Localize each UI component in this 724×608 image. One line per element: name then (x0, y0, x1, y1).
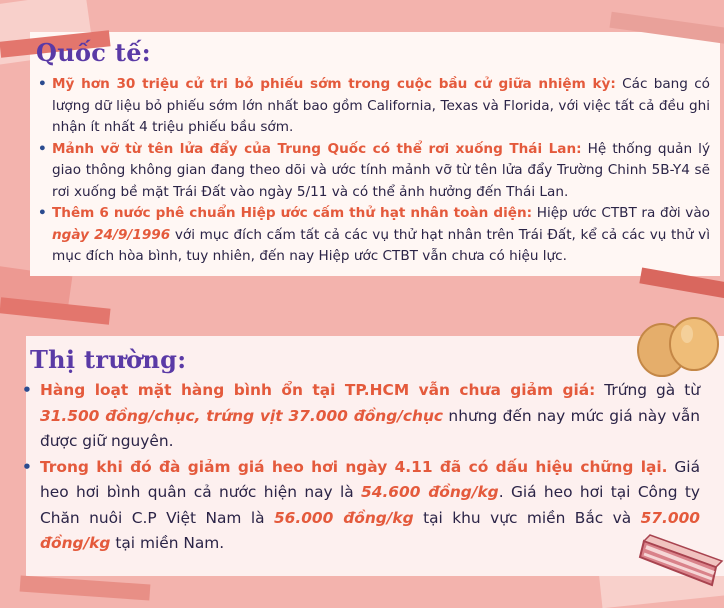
highlight-price: 56.000 đồng/kg (273, 508, 414, 527)
decorative-tape (20, 575, 151, 600)
news-body: Trứng gà từ (595, 381, 700, 399)
news-body: Giá heo hơi bình quân cả nước hiện nay là (40, 457, 700, 501)
news-item (22, 378, 701, 455)
section-title-international: Quốc tế: (36, 38, 151, 67)
news-headline: Hàng loạt mặt hàng bình ổn tại TP.HCM vẫn chưa giảm giá: (40, 381, 596, 399)
news-item (38, 74, 710, 139)
news-body: tại khu vực miền Bắc và (413, 508, 641, 527)
international-news-list (38, 74, 710, 268)
news-item (22, 455, 700, 557)
news-headline: Trong khi đó đà giảm giá heo hơi ngày 4.11 đã có dấu hiệu chững lại. (40, 457, 668, 476)
section-title-market: Thị trường: (30, 345, 187, 374)
bullet: • (22, 457, 32, 476)
news-headline: Mảnh vỡ từ tên lửa đẩy của Trung Quốc có thể rơi xuống Thái Lan: (52, 140, 582, 157)
eggs-icon (632, 314, 724, 378)
meat-icon (636, 527, 724, 591)
news-body: Hiệp ước CTBT ra đời vào (532, 205, 710, 221)
news-headline: Mỹ hơn 30 triệu cử tri bỏ phiếu sớm trong cuộc bầu cử giữa nhiệm kỳ: (52, 76, 616, 92)
market-news-list (22, 378, 701, 557)
news-body: Hệ thống quản lý giao thông không gian đang theo dõi và ước tính mảnh vỡ từ tên lửa đẩy Trường Chinh 5B-Y4 sẽ rơi xuống bề mặt Trái Đất vào ngày 5/11 và có thể ảnh hưởng đến Thái Lan. (52, 140, 710, 200)
news-body: Các bang có lượng dữ liệu bỏ phiếu sớm lớn nhất bao gồm California, Texas và Florida, với việc tất cả đều ghi nhận ít nhất 4 triệu phiếu bầu sớm. (52, 76, 710, 135)
news-item (38, 203, 710, 268)
news-body: . Giá heo hơi tại Công ty Chăn nuôi C.P Việt Nam là (40, 483, 700, 527)
highlight-date: ngày 24/9/1996 (52, 226, 171, 243)
news-headline: Thêm 6 nước phê chuẩn Hiệp ước cấm thử hạt nhân toàn diện: (52, 205, 533, 221)
highlight-price: 54.600 đồng/kg (361, 483, 499, 501)
news-item (38, 139, 710, 204)
bullet: • (22, 381, 32, 399)
highlight-price: 57.000 đồng/kg (40, 508, 700, 552)
news-body: nhưng đến nay mức giá này vẫn được giữ nguyên. (40, 406, 701, 450)
bullet: • (38, 205, 47, 221)
bullet: • (38, 140, 47, 157)
bullet: • (38, 76, 47, 92)
news-body: với mục đích cấm tất cả các vụ thử hạt nhân trên Trái Đất, kể cả các vụ thử vì mục đích hòa bình, tuy nhiên, đến nay Hiệp ước CTBT vẫn chưa có hiệu lực. (52, 226, 710, 264)
highlight-price: 31.500 đồng/chục, trứng vịt 37.000 đồng/chục (40, 406, 444, 425)
news-body: tại miền Nam. (110, 534, 225, 552)
